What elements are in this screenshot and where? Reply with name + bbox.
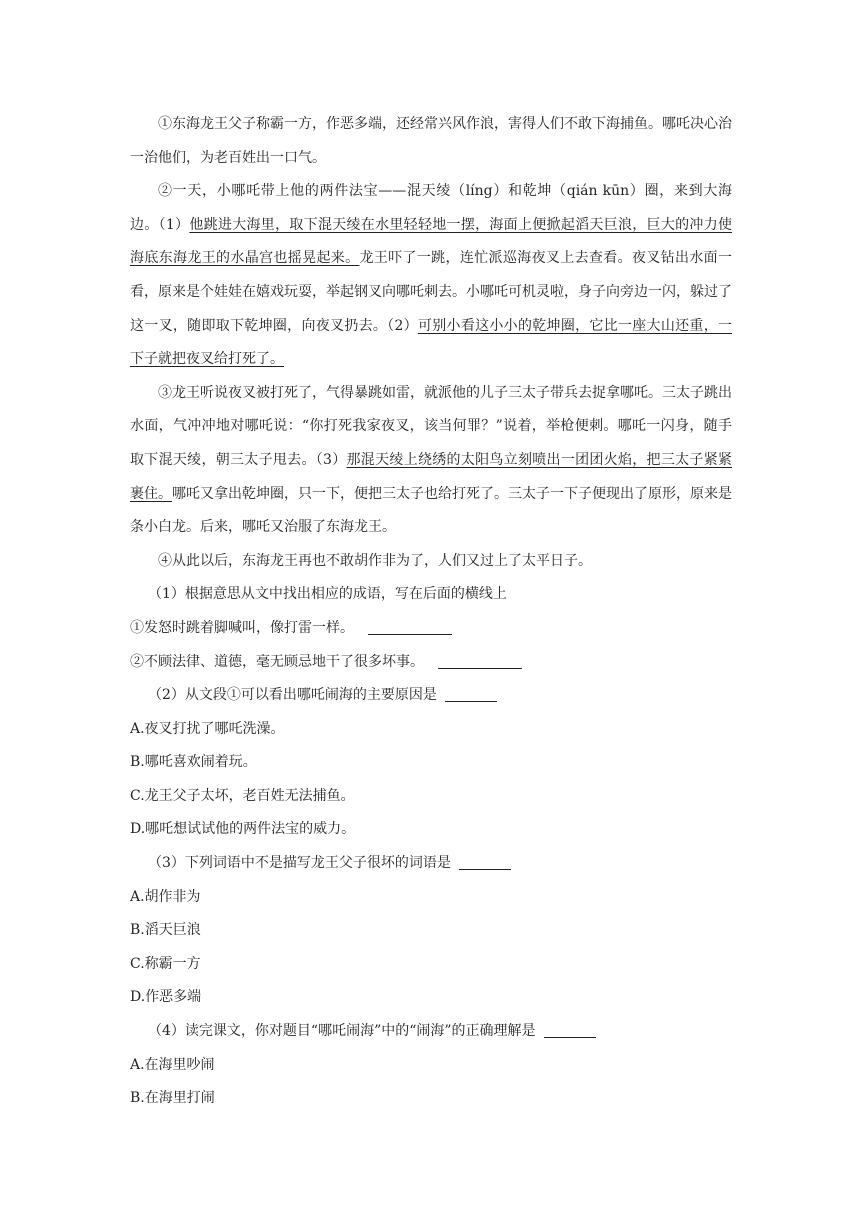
- paragraph-1: ①东海龙王父子称霸一方，作恶多端，还经常兴风作浪，害得人们不敢下海捕鱼。哪吒决心治一治他们，为老百姓出一口气。: [130, 116, 732, 166]
- question-1-stem: （1）根据意思从文中找出相应的成语，写在后面的横线上: [148, 586, 507, 603]
- question-3-option-c: C.称霸一方: [130, 955, 201, 972]
- question-2-stem: （2）从文段①可以看出哪吒闹海的主要原因是: [130, 679, 732, 713]
- question-2-option-d: D.哪吒想试试他的两件法宝的威力。: [130, 821, 356, 838]
- question-2-option-a: A.夜叉打扰了哪吒洗澡。: [130, 720, 285, 737]
- answer-blank[interactable]: [544, 1036, 596, 1038]
- underlined-sentence-3: 那混天绫上绕绣的太阳鸟立刻喷出一团团火焰，把三太子紧紧裹住。: [130, 451, 732, 502]
- underlined-sentence-2: 可别小看这小小的乾坤圈，它比一座大山还重，一下子就把夜叉给打死了。: [130, 317, 732, 368]
- question-3-option-d: D.作恶多端: [130, 989, 202, 1006]
- question-1-item-1: ①发怒时跳着脚喊叫，像打雷一样。: [130, 612, 732, 646]
- question-3-stem: （3）下列词语中不是描写龙王父子很坏的词语是: [130, 847, 732, 881]
- answer-blank[interactable]: [368, 633, 452, 635]
- question-1-item-2: ②不顾法律、道德，毫无顾忌地干了很多坏事。: [130, 646, 732, 680]
- paragraph-4: ④从此以后，东海龙王再也不敢胡作非为了，人们又过上了太平日子。: [158, 552, 592, 569]
- question-2-option-b: B.哪吒喜欢闹着玩。: [130, 754, 257, 771]
- answer-blank[interactable]: [445, 700, 497, 702]
- answer-blank[interactable]: [438, 667, 522, 669]
- question-3-option-a: A.胡作非为: [130, 888, 201, 905]
- paragraph-2: ②一天，小哪吒带上他的两件法宝——混天绫（líng）和乾坤（qián kūn）圈，来到大海边。（1）他跳进大海里，取下混天绫在水里轻轻地一摆，海面上便掀起滔天巨浪，巨大的冲力使海底东海龙王的水晶宫也摇晃起来。龙王吓了一跳，连忙派巡海夜叉上去查看。夜叉钻出水面一看，原来是个娃娃在嬉戏玩耍，举起钢叉向哪吒刺去。小哪吒可机灵啦，身子向旁边一闪，躲过了这一叉，随即取下乾坤圈，向夜叉扔去。（2）可别小看这小小的乾坤圈，它比一座大山还重，一下子就把夜叉给打死了。: [130, 183, 733, 368]
- question-2-option-c: C.龙王父子太坏，老百姓无法捕鱼。: [130, 787, 355, 804]
- question-4-option-a: A.在海里吵闹: [130, 1056, 215, 1073]
- passage-content: [130, 108, 732, 1116]
- question-4-stem: （4）读完课文，你对题目“哪吒闹海”中的“闹海”的正确理解是: [130, 1015, 732, 1049]
- underlined-sentence-1: 他跳进大海里，取下混天绫在水里轻轻地一摆，海面上便掀起滔天巨浪，巨大的冲力使海底东海龙王的水晶宫也摇晃起来。: [130, 216, 732, 267]
- question-4-option-b: B.在海里打闹: [130, 1090, 215, 1107]
- question-3-option-b: B.滔天巨浪: [130, 922, 201, 939]
- answer-blank[interactable]: [459, 868, 511, 870]
- paragraph-3: ③龙王听说夜叉被打死了，气得暴跳如雷，就派他的儿子三太子带兵去捉拿哪吒。三太子跳出水面，气冲冲地对哪吒说：“你打死我家夜叉，该当何罪？”说着，举枪便刺。哪吒一闪身，随手取下混天绫，朝三太子甩去。（3）那混天绫上绕绣的太阳鸟立刻喷出一团团火焰，把三太子紧紧裹住。哪吒又拿出乾坤圈，只一下，便把三太子也给打死了。三太子一下子便现出了原形，原来是条小白龙。后来，哪吒又治服了东海龙王。: [130, 384, 732, 536]
